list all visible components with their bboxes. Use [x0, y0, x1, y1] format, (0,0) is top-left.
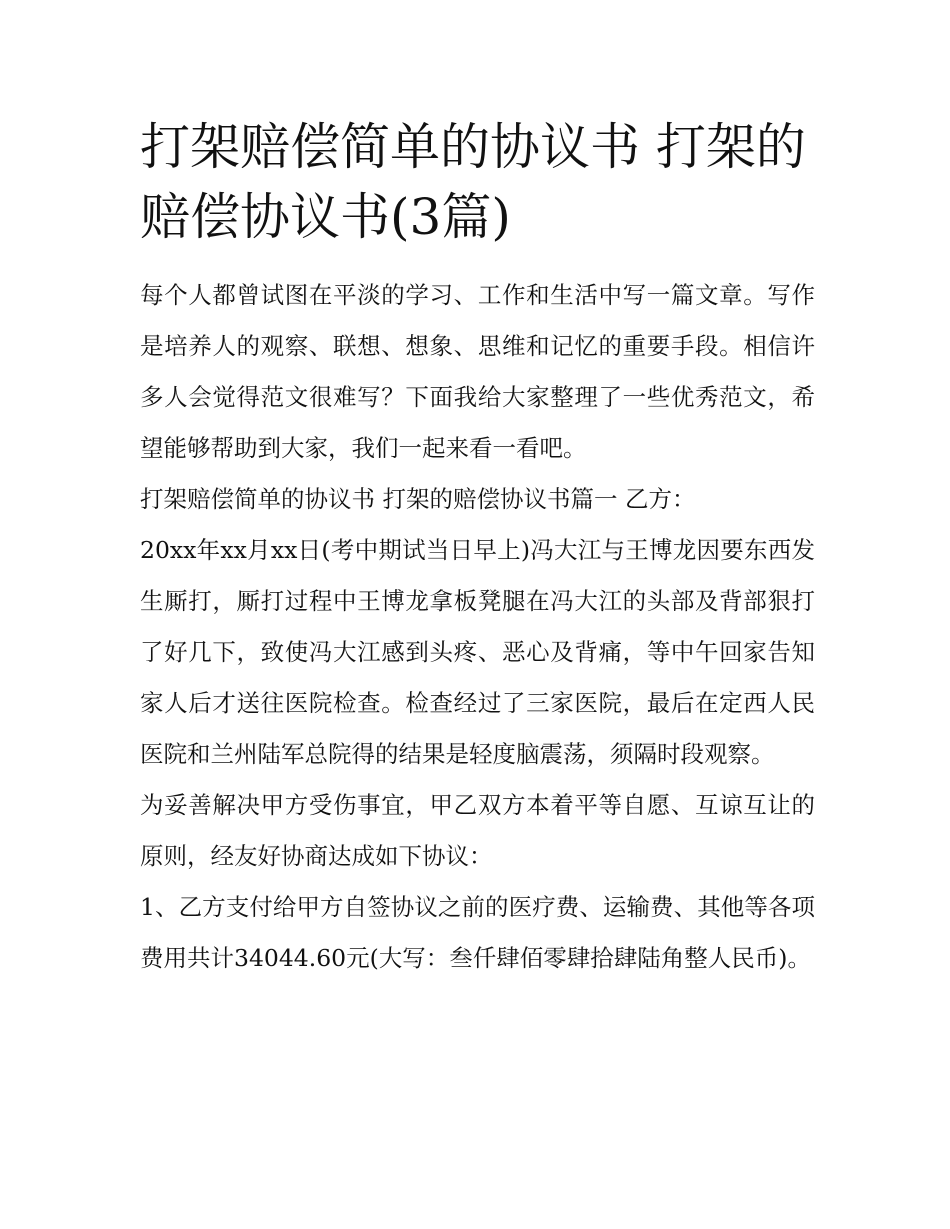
document-page: [140, 112, 815, 984]
paragraph-clause-1: 1、乙方支付给甲方自签协议之前的医疗费、运输费、其他等各项费用共计34044.60元(大写：叁仟肆佰零肆拾肆陆角整人民币)。: [140, 893, 815, 972]
paragraph-incident: 20xx年xx月xx日(考中期试当日早上)冯大江与王博龙因要东西发生厮打，厮打过程中王博龙拿板凳腿在冯大江的头部及背部狠打了好几下，致使冯大江感到头疼、恶心及背痛，等中午回家告知家人后才送往医院检查。检查经过了三家医院，最后在定西人民医院和兰州陆军总院得的结果是轻度脑震荡，须隔时段观察。: [140, 536, 815, 768]
paragraph-heading-part-one: 打架赔偿简单的协议书 打架的赔偿协议书篇一 乙方：: [140, 485, 696, 513]
paragraph-intro: 每个人都曾试图在平淡的学习、工作和生活中写一篇文章。写作是培养人的观察、联想、想象、思维和记忆的重要手段。相信许多人会觉得范文很难写？下面我给大家整理了一些优秀范文，希望能够帮助到大家，我们一起来看一看吧。: [140, 281, 815, 462]
paragraph-agreement-basis: 为妥善解决甲方受伤事宜，甲乙双方本着平等自愿、互谅互让的原则，经友好协商达成如下协议：: [140, 791, 815, 870]
document-title: 打架赔偿简单的协议书 打架的赔偿协议书(3篇): [140, 118, 806, 246]
